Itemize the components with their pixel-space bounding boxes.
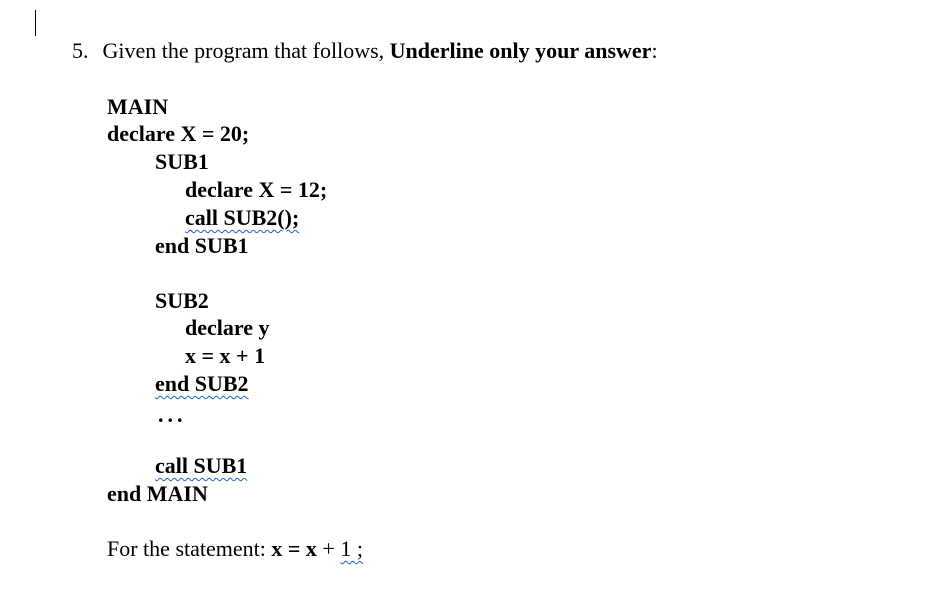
code-call-sub1-text: call SUB1 [155, 453, 248, 478]
code-call-sub1 [155, 453, 247, 479]
text-cursor [35, 10, 36, 36]
code-sub1-header: SUB1 [155, 149, 209, 174]
code-call-sub2 [185, 205, 299, 231]
code-end-main: end MAIN [107, 481, 208, 506]
question-colon: : [651, 38, 658, 63]
question-line [72, 38, 658, 64]
statement-code: x = x [271, 536, 317, 561]
code-declare-main: declare X = 20; [107, 121, 250, 146]
question-text: Given the program that follows, [102, 38, 385, 63]
code-declare-sub1: declare X = 12; [185, 177, 328, 202]
code-end-sub1: end SUB1 [155, 233, 249, 258]
question-number: 5. [72, 38, 89, 63]
code-ellipsis: ... [158, 402, 187, 427]
statement-plus: + [322, 536, 335, 561]
statement-tail: 1 ; [340, 536, 363, 561]
code-end-sub2-text: end SUB2 [155, 371, 249, 396]
statement-line [107, 536, 363, 562]
code-call-sub2-text: call SUB2(); [185, 205, 300, 230]
code-sub2-header: SUB2 [155, 288, 209, 313]
statement-prefix: For the statement: [107, 536, 266, 561]
code-declare-y: declare y [185, 315, 270, 340]
code-main: MAIN [107, 94, 169, 119]
question-instruction: Underline only your answer [389, 38, 652, 63]
code-end-sub2 [155, 371, 249, 397]
code-assign: x = x + 1 [185, 343, 266, 368]
